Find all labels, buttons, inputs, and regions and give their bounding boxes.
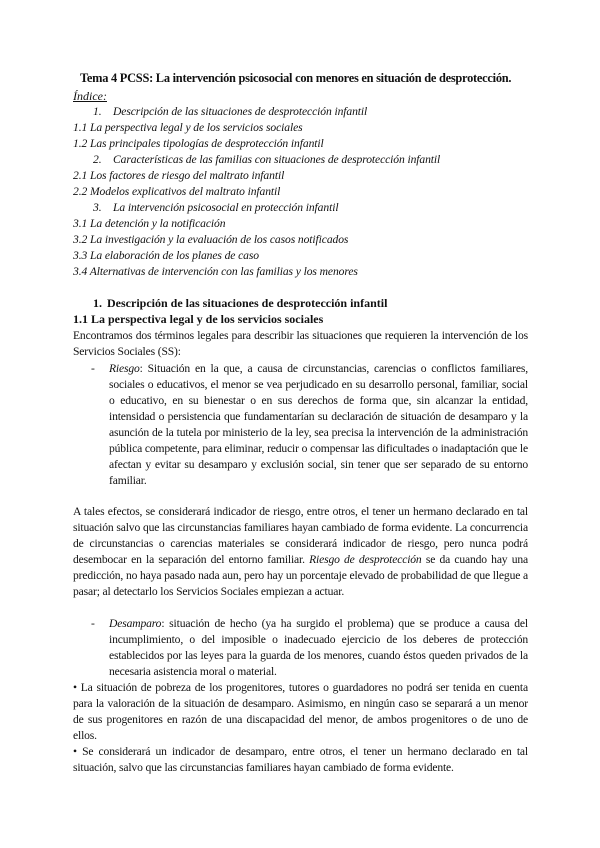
riesgo-paragraph: [73, 504, 528, 600]
section-title: Descripción de las situaciones de desprotección infantil: [107, 296, 388, 310]
toc-item[interactable]: [73, 137, 324, 150]
toc-text: 2.2 Modelos explicativos del maltrato infantil: [73, 185, 281, 198]
toc-item[interactable]: [73, 121, 303, 134]
toc-item[interactable]: [93, 201, 338, 214]
toc-item[interactable]: [93, 105, 367, 118]
toc-item[interactable]: [93, 153, 440, 166]
bullet-paragraph: • Se considerará un indicador de desamparo, entre otros, el tener un hermano declarado en tal situación, salvo que las circunstancias familiares hayan cambiado de forma evidente.: [73, 745, 528, 774]
term-riesgo-desproteccion: Riesgo de desprotección: [309, 553, 422, 566]
bullet-paragraph: • La situación de pobreza de los progenitores, tutores o guardadores no podrá ser tenida en cuenta para la valoración de la situación de desamparo. Asimismo, en ningún caso se separará a un menor de sus progenitores en razón de una discapacidad del menor, de ambos progenitores o de uno de ellos.: [73, 681, 528, 742]
riesgo-definition: [93, 361, 528, 489]
toc-text: 3.3 La elaboración de los planes de caso: [73, 249, 259, 262]
para-text: se da cuando hay una predicción, no haya pasado nada aun, pero hay un porcentaje elevado de probabilidad de que llegue a pasar; al detectarlo los Servicios Sociales empiezan a actuar.: [73, 553, 529, 598]
dash-marker: -: [91, 617, 95, 630]
toc-item[interactable]: [73, 185, 280, 198]
desamparo-definition: [93, 616, 528, 680]
para-text: A tales efectos, se considerará indicador de riesgo, entre otros, el tener un hermano declarado en tal situación salvo que las circunstancias familiares hayan cambiado de forma evidente. La concurrencia de circunstancias o carencias materiales se considerará indicador de riesgo, pero nunca podrá desembocar en la separación del entorno familiar.: [73, 505, 528, 566]
toc-text: 1.2 Las principales tipologías de desprotección infantil: [73, 137, 324, 150]
toc-item[interactable]: [73, 233, 348, 246]
toc-text: La intervención psicosocial en protección infantil: [113, 201, 339, 214]
section-number: 1.: [93, 296, 102, 310]
intro-paragraph: Encontramos dos términos legales para describir las situaciones que requieren la intervención de los Servicios Sociales (SS):: [73, 329, 528, 358]
toc-item[interactable]: [73, 169, 284, 182]
toc-text: 2.1 Los factores de riesgo del maltrato infantil: [73, 169, 285, 182]
toc-text: 3.1 La detención y la notificación: [73, 217, 226, 230]
toc-number: 1.: [93, 105, 102, 118]
toc-number: 3.: [93, 201, 102, 214]
term-riesgo: Riesgo: [109, 362, 140, 375]
toc-text: 1.1 La perspectiva legal y de los servicios sociales: [73, 121, 303, 134]
toc-text: Descripción de las situaciones de desprotección infantil: [113, 105, 368, 118]
toc-item[interactable]: [73, 217, 225, 230]
toc-item[interactable]: [73, 249, 259, 262]
term-desamparo: Desamparo: [109, 617, 162, 630]
document-title: Tema 4 PCSS: La intervención psicosocial con menores en situación de desprotección.: [80, 71, 512, 85]
index-label: Índice:: [73, 89, 107, 103]
dash-marker: -: [91, 362, 95, 375]
section-heading: [93, 296, 387, 311]
toc-text: 3.2 La investigación y la evaluación de los casos notificados: [73, 233, 349, 246]
subsection-heading: 1.1 La perspectiva legal y de los servicios sociales: [73, 312, 324, 326]
toc-text: 3.4 Alternativas de intervención con las familias y los menores: [73, 265, 358, 278]
toc-number: 2.: [93, 153, 102, 166]
toc-item[interactable]: [73, 265, 358, 278]
riesgo-text: : Situación en la que, a causa de circunstancias, carencias o conflictos familiares, sociales o educativos, el menor se vea perjudicado en su desarrollo personal, familiar, social o educativo, en su bienestar o en sus derechos de forma que, sin alcanzar la entidad, intensidad o persistencia que fundamentarían su declaración de situación de desamparo y la asunción de la tutela por ministerio de la ley, sea precisa la intervención de la administración pública competente, para eliminar, reducir o compensar las dificultades o inadaptación que le afectan y evitar su desamparo y exclusión social, sin tener que ser separado de su entorno familiar.: [109, 362, 528, 487]
toc-text: Características de las familias con situaciones de desprotección infantil: [113, 153, 441, 166]
desamparo-text: : situación de hecho (ya ha surgido el problema) que se produce a causa del incumplimiento, o del imposible o inadecuado ejercicio de los deberes de protección establecidos por las leyes para la guarda de los menores, cuando éstos queden privados de la necesaria asistencia moral o material.: [109, 617, 528, 678]
